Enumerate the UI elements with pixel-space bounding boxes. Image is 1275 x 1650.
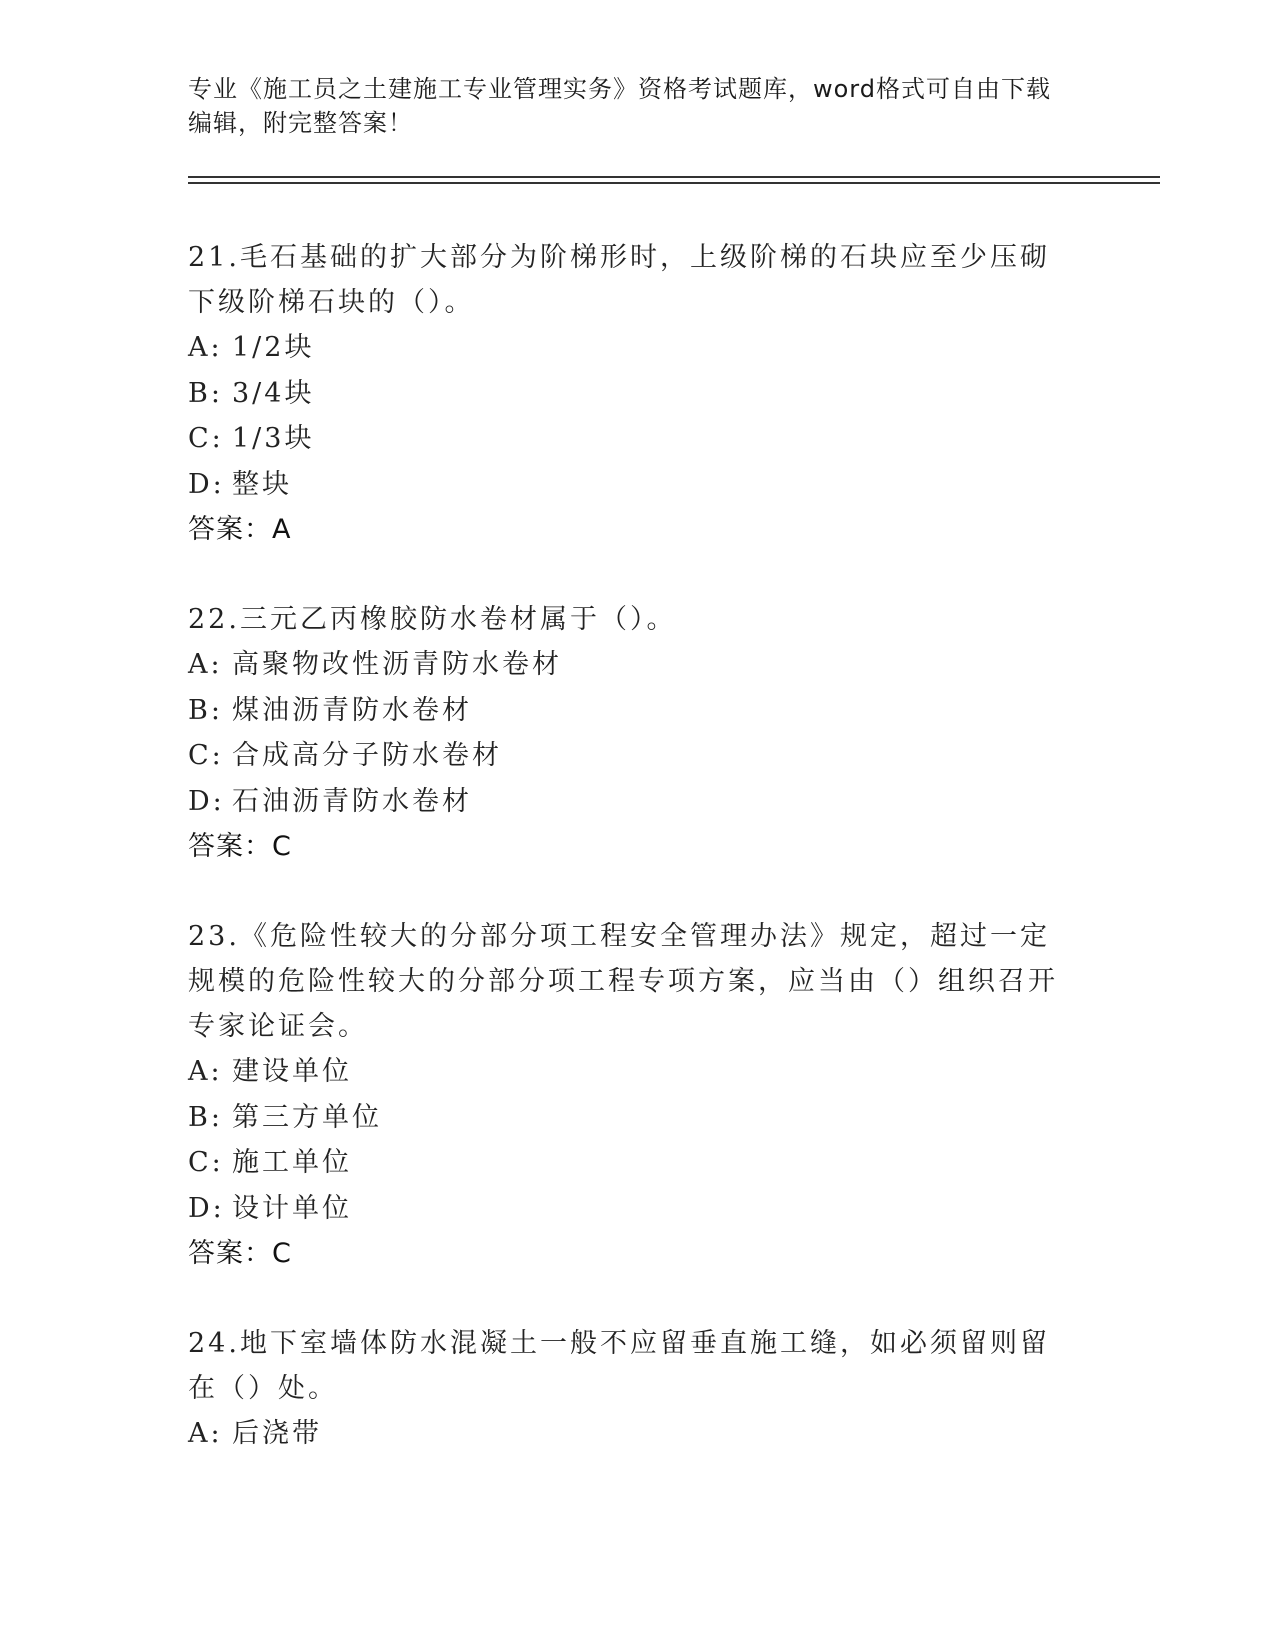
- option-b: [188, 688, 1078, 734]
- answer-line: 答案：C: [188, 1238, 292, 1269]
- option-text: 建设单位: [232, 1056, 352, 1087]
- option-text: 第三方单位: [232, 1101, 382, 1133]
- question-stem: 22.三元乙丙橡胶防水卷材属于（）。: [188, 604, 677, 635]
- option-text: 整块: [232, 468, 292, 500]
- option-key: D:: [188, 785, 225, 817]
- option-text: 1/2块: [232, 332, 315, 363]
- option-text: 设计单位: [232, 1192, 352, 1224]
- question-stem: 23.《危险性较大的分部分项工程安全管理办法》规定，超过一定规模的危险性较大的分部分项工程专项方案，应当由（）组织召开专家论证会。: [188, 921, 1058, 1042]
- option-b: [188, 1095, 1078, 1141]
- option-d: [188, 779, 1078, 825]
- question-stem: 21.毛石基础的扩大部分为阶梯形时，上级阶梯的石块应至少压砌下级阶梯石块的（）。: [188, 242, 1050, 318]
- option-key: A:: [188, 1418, 223, 1449]
- header-rule-bottom: [188, 182, 1160, 184]
- option-key: C:: [188, 1147, 224, 1178]
- option-c: [188, 733, 1078, 779]
- option-key: B:: [188, 694, 223, 726]
- option-key: C:: [188, 423, 224, 454]
- question-list: [188, 235, 1078, 1501]
- option-key: A:: [188, 1056, 223, 1087]
- option-text: 高聚物改性沥青防水卷材: [232, 649, 562, 680]
- option-key: B:: [188, 377, 223, 409]
- option-text: 后浇带: [232, 1418, 322, 1449]
- answer-line: 答案：C: [188, 831, 292, 862]
- question-22: [188, 597, 1078, 870]
- option-key: D:: [188, 1192, 225, 1224]
- option-c: [188, 416, 1078, 462]
- option-text: 石油沥青防水卷材: [232, 785, 472, 817]
- option-key: B:: [188, 1101, 223, 1133]
- option-text: 施工单位: [232, 1147, 352, 1178]
- option-text: 1/3块: [232, 423, 315, 454]
- option-c: [188, 1140, 1078, 1186]
- option-a: [188, 1049, 1078, 1095]
- answer-line: 答案：A: [188, 514, 292, 545]
- question-21: [188, 235, 1078, 553]
- option-a: [188, 325, 1078, 371]
- document-header: 专业《施工员之土建施工专业管理实务》资格考试题库，word格式可自由下载编辑，附完整答案！: [188, 75, 1051, 137]
- question-24: [188, 1321, 1078, 1457]
- question-stem: 24.地下室墙体防水混凝土一般不应留垂直施工缝，如必须留则留在（）处。: [188, 1328, 1050, 1404]
- option-text: 煤油沥青防水卷材: [232, 694, 472, 726]
- option-text: 合成高分子防水卷材: [232, 740, 502, 771]
- option-d: [188, 1186, 1078, 1232]
- option-key: A:: [188, 649, 223, 680]
- option-key: A:: [188, 332, 223, 363]
- option-d: [188, 462, 1078, 508]
- option-a: [188, 642, 1078, 688]
- option-key: C:: [188, 740, 224, 771]
- option-b: [188, 371, 1078, 417]
- option-a: [188, 1411, 1078, 1457]
- header-rule-top: [188, 176, 1160, 178]
- option-key: D:: [188, 468, 225, 500]
- option-text: 3/4块: [232, 377, 315, 409]
- question-23: [188, 914, 1078, 1277]
